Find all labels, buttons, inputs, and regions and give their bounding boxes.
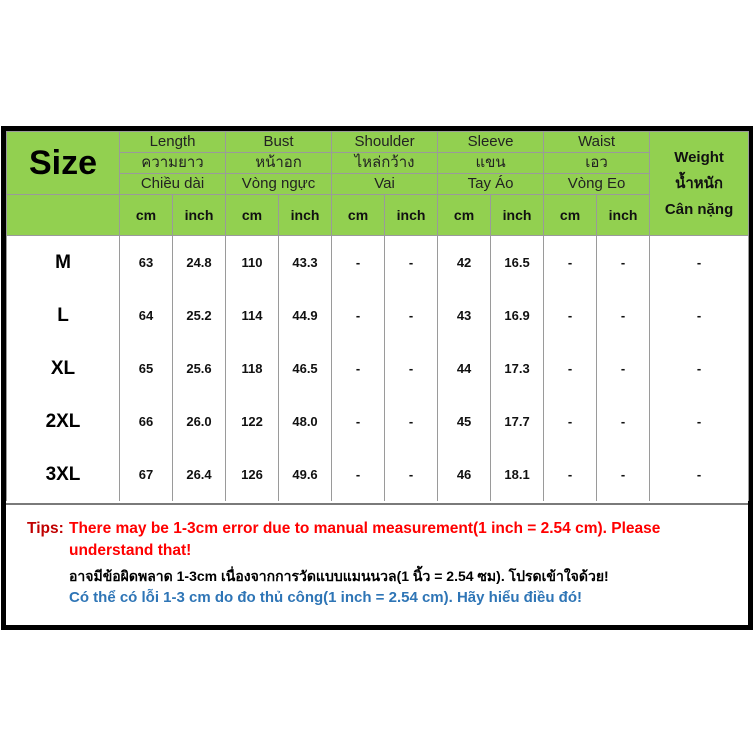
measurement-cell: 122 [226,395,279,448]
measurement-cell: 43.3 [279,236,332,290]
measurement-cell: - [597,448,650,501]
measurement-cell: 67 [120,448,173,501]
measurement-cell: 63 [120,236,173,290]
measurement-cell: 43 [438,289,491,342]
header-row-units [7,195,749,236]
measurement-cell: 26.4 [173,448,226,501]
size-chart-frame [1,126,753,630]
measurement-cell: 25.6 [173,342,226,395]
shoulder-header-th: ไหล่กว้าง [332,153,438,174]
sleeve-inch-header: inch [491,195,544,236]
measurement-cell: - [332,289,385,342]
measurement-cell: - [544,395,597,448]
size-label: 3XL [7,448,120,501]
weight-header [650,132,749,236]
measurement-cell: - [650,448,749,501]
measurement-cell: 49.6 [279,448,332,501]
measurement-cell: 16.9 [491,289,544,342]
measurement-cell: - [332,236,385,290]
bust-inch-header: inch [279,195,332,236]
measurement-cell: - [544,236,597,290]
tips-label: Tips: [27,520,64,537]
measurement-cell: 64 [120,289,173,342]
measurement-cell: - [650,289,749,342]
table-row [7,289,749,342]
measurement-cell: - [332,395,385,448]
waist-inch-header: inch [597,195,650,236]
length-inch-header: inch [173,195,226,236]
tips-section [6,503,748,625]
measurement-cell: - [597,395,650,448]
waist-cm-header: cm [544,195,597,236]
sleeve-header-vi: Tay Áo [438,174,544,195]
measurement-cell: - [385,448,438,501]
shoulder-cm-header: cm [332,195,385,236]
measurement-cell: 66 [120,395,173,448]
measurement-cell: 126 [226,448,279,501]
bust-header-vi: Vòng ngực [226,174,332,195]
measurement-cell: - [597,289,650,342]
measurement-cell: 16.5 [491,236,544,290]
measurement-cell: 17.3 [491,342,544,395]
tips-vietnamese: Có thể có lỗi 1-3 cm do đo thủ công(1 inch = 2.54 cm). Hãy hiểu điều đó! [69,589,582,606]
measurement-cell: 46 [438,448,491,501]
length-header-en: Length [120,132,226,153]
waist-header-th: เอว [544,153,650,174]
measurement-cell: 45 [438,395,491,448]
length-header-th: ความยาว [120,153,226,174]
measurement-cell: 26.0 [173,395,226,448]
measurement-cell: - [332,342,385,395]
measurement-cell: - [597,342,650,395]
measurement-cell: 114 [226,289,279,342]
measurement-cell: - [650,395,749,448]
measurement-cell: - [544,342,597,395]
size-table-body [7,132,749,502]
measurement-cell: 18.1 [491,448,544,501]
length-header-vi: Chiều dài [120,174,226,195]
weight-header-en: Weight [674,148,724,166]
size-unit-spacer [7,195,120,236]
measurement-cell: 17.7 [491,395,544,448]
size-chart [6,131,748,625]
waist-header-en: Waist [544,132,650,153]
size-label: M [7,236,120,290]
measurement-cell: 110 [226,236,279,290]
length-cm-header: cm [120,195,173,236]
sleeve-cm-header: cm [438,195,491,236]
shoulder-header-vi: Vai [332,174,438,195]
bust-cm-header: cm [226,195,279,236]
sleeve-header-en: Sleeve [438,132,544,153]
measurement-cell: - [544,448,597,501]
measurement-cell: - [385,289,438,342]
measurement-cell: 46.5 [279,342,332,395]
measurement-cell: 42 [438,236,491,290]
table-row [7,395,749,448]
measurement-cell: 24.8 [173,236,226,290]
tips-thai: อาจมีข้อผิดพลาด 1-3cm เนื่องจากการวัดแบบแมนนวล(1 นิ้ว = 2.54 ซม). โปรดเข้าใจด้วย! [69,568,609,584]
size-label: L [7,289,120,342]
size-label: 2XL [7,395,120,448]
measurement-cell: 25.2 [173,289,226,342]
measurement-cell: 44.9 [279,289,332,342]
weight-header-th: น้ำหนัก [675,174,724,192]
table-row [7,236,749,290]
bust-header-en: Bust [226,132,332,153]
size-label: XL [7,342,120,395]
header-row-en [7,132,749,153]
table-row [7,342,749,395]
waist-header-vi: Vòng Eo [544,174,650,195]
bust-header-th: หน้าอก [226,153,332,174]
size-table [6,131,749,501]
measurement-cell: - [332,448,385,501]
measurement-cell: 44 [438,342,491,395]
shoulder-header-en: Shoulder [332,132,438,153]
measurement-cell: - [385,342,438,395]
size-header: Size [7,132,120,195]
measurement-cell: 65 [120,342,173,395]
weight-header-vi: Cân nặng [664,200,734,218]
measurement-cell: - [544,289,597,342]
shoulder-inch-header: inch [385,195,438,236]
measurement-cell: 118 [226,342,279,395]
measurement-cell: - [385,236,438,290]
measurement-cell: - [650,342,749,395]
sleeve-header-th: แขน [438,153,544,174]
table-row [7,448,749,501]
measurement-cell: - [650,236,749,290]
measurement-cell: - [597,236,650,290]
measurement-cell: - [385,395,438,448]
measurement-cell: 48.0 [279,395,332,448]
tips-english: There may be 1-3cm error due to manual measurement(1 inch = 2.54 cm). Please understand that! [69,520,661,559]
